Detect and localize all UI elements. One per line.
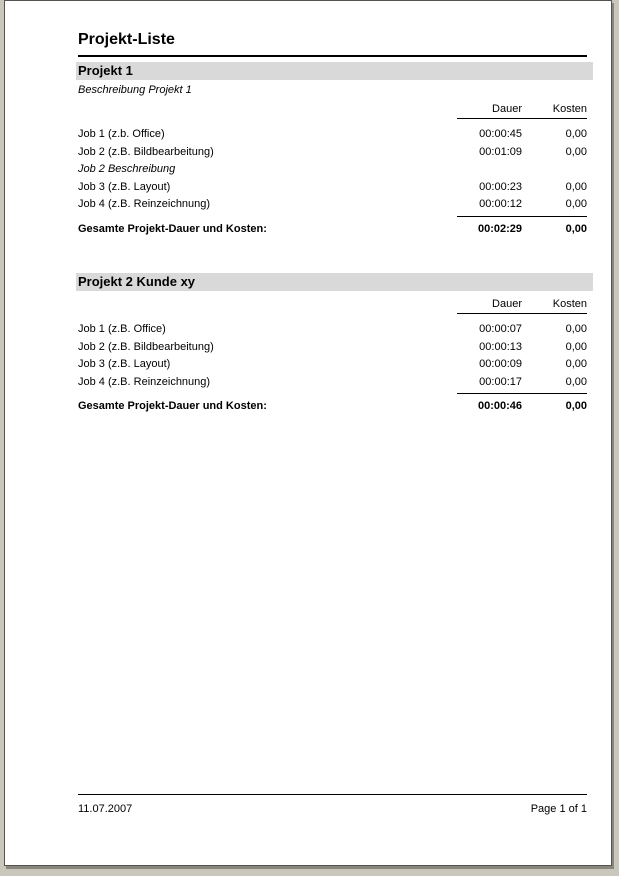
job-row <box>78 356 587 374</box>
job-dauer: 00:00:12 <box>479 198 522 210</box>
total-kosten: 0,00 <box>565 222 587 235</box>
job-row <box>78 126 587 144</box>
job-kosten: 0,00 <box>565 198 587 210</box>
report-content <box>78 1 587 416</box>
job-label: Job 1 (z.B. Office) <box>78 323 166 335</box>
project-section-2 <box>78 273 587 416</box>
total-row <box>78 398 587 416</box>
job-kosten: 0,00 <box>565 180 587 193</box>
total-dauer: 00:00:46 <box>477 400 522 412</box>
job-kosten: 0,00 <box>565 340 587 353</box>
report-page <box>4 0 612 866</box>
job-row <box>78 321 587 339</box>
page-title: Projekt-Liste <box>78 31 175 48</box>
total-dauer: 00:02:29 <box>477 222 522 235</box>
job-label: Job 4 (z.B. Reinzeichnung) <box>78 375 211 388</box>
job-kosten: 0,00 <box>565 375 587 388</box>
title-rule <box>78 55 587 57</box>
job-row <box>78 196 587 214</box>
col-kosten-label: Kosten <box>552 298 587 310</box>
project-description: Beschreibung Projekt 1 <box>78 84 192 96</box>
job-kosten: 0,00 <box>565 128 587 140</box>
job-row <box>78 179 587 197</box>
job-label: Job 2 (z.B. Bildbearbeitung) <box>78 145 214 158</box>
job-dauer: 00:00:09 <box>479 358 522 370</box>
col-dauer-label: Dauer <box>492 103 522 115</box>
job-row <box>78 144 587 162</box>
job-kosten: 0,00 <box>565 145 587 158</box>
header-rule <box>457 118 587 119</box>
total-row <box>78 221 587 239</box>
job-dauer: 00:00:17 <box>479 375 522 388</box>
job-label: Job 3 (z.B. Layout) <box>78 180 171 193</box>
project-name: Projekt 2 Kunde xy <box>78 274 196 289</box>
job-rows <box>78 321 587 391</box>
header-rule <box>457 313 587 314</box>
job-label: Job 4 (z.B. Reinzeichnung) <box>78 198 211 210</box>
col-kosten-label: Kosten <box>552 103 587 115</box>
job-kosten: 0,00 <box>565 358 587 370</box>
column-spacer <box>78 102 457 116</box>
job-kosten: 0,00 <box>565 323 587 335</box>
project-section-1 <box>78 62 587 238</box>
job-description-row: Job 2 Beschreibung <box>78 163 176 175</box>
project-band <box>76 62 593 80</box>
job-label: Job 2 (z.B. Bildbearbeitung) <box>78 340 214 353</box>
project-band <box>76 273 593 291</box>
job-dauer: 00:01:09 <box>479 145 522 158</box>
job-dauer: 00:00:23 <box>479 180 522 193</box>
total-rule <box>457 216 587 217</box>
job-dauer: 00:00:07 <box>479 323 522 335</box>
column-spacer <box>78 297 457 311</box>
col-dauer-label: Dauer <box>492 298 522 310</box>
job-dauer: 00:00:13 <box>479 340 522 353</box>
job-row <box>78 374 587 392</box>
column-header-row <box>78 102 587 116</box>
job-dauer: 00:00:45 <box>479 128 522 140</box>
total-label: Gesamte Projekt-Dauer und Kosten: <box>78 222 267 235</box>
column-header-row <box>78 297 587 311</box>
project-name: Projekt 1 <box>78 63 133 78</box>
footer-page-number: Page 1 of 1 <box>530 803 587 815</box>
page-footer <box>78 794 587 815</box>
footer-date: 11.07.2007 <box>78 803 133 815</box>
total-kosten: 0,00 <box>565 400 587 412</box>
job-rows <box>78 126 587 214</box>
total-label: Gesamte Projekt-Dauer und Kosten: <box>78 400 267 412</box>
total-rule <box>457 393 587 394</box>
job-label: Job 3 (z.B. Layout) <box>78 358 171 370</box>
job-label: Job 1 (z.b. Office) <box>78 128 165 140</box>
job-row <box>78 339 587 357</box>
